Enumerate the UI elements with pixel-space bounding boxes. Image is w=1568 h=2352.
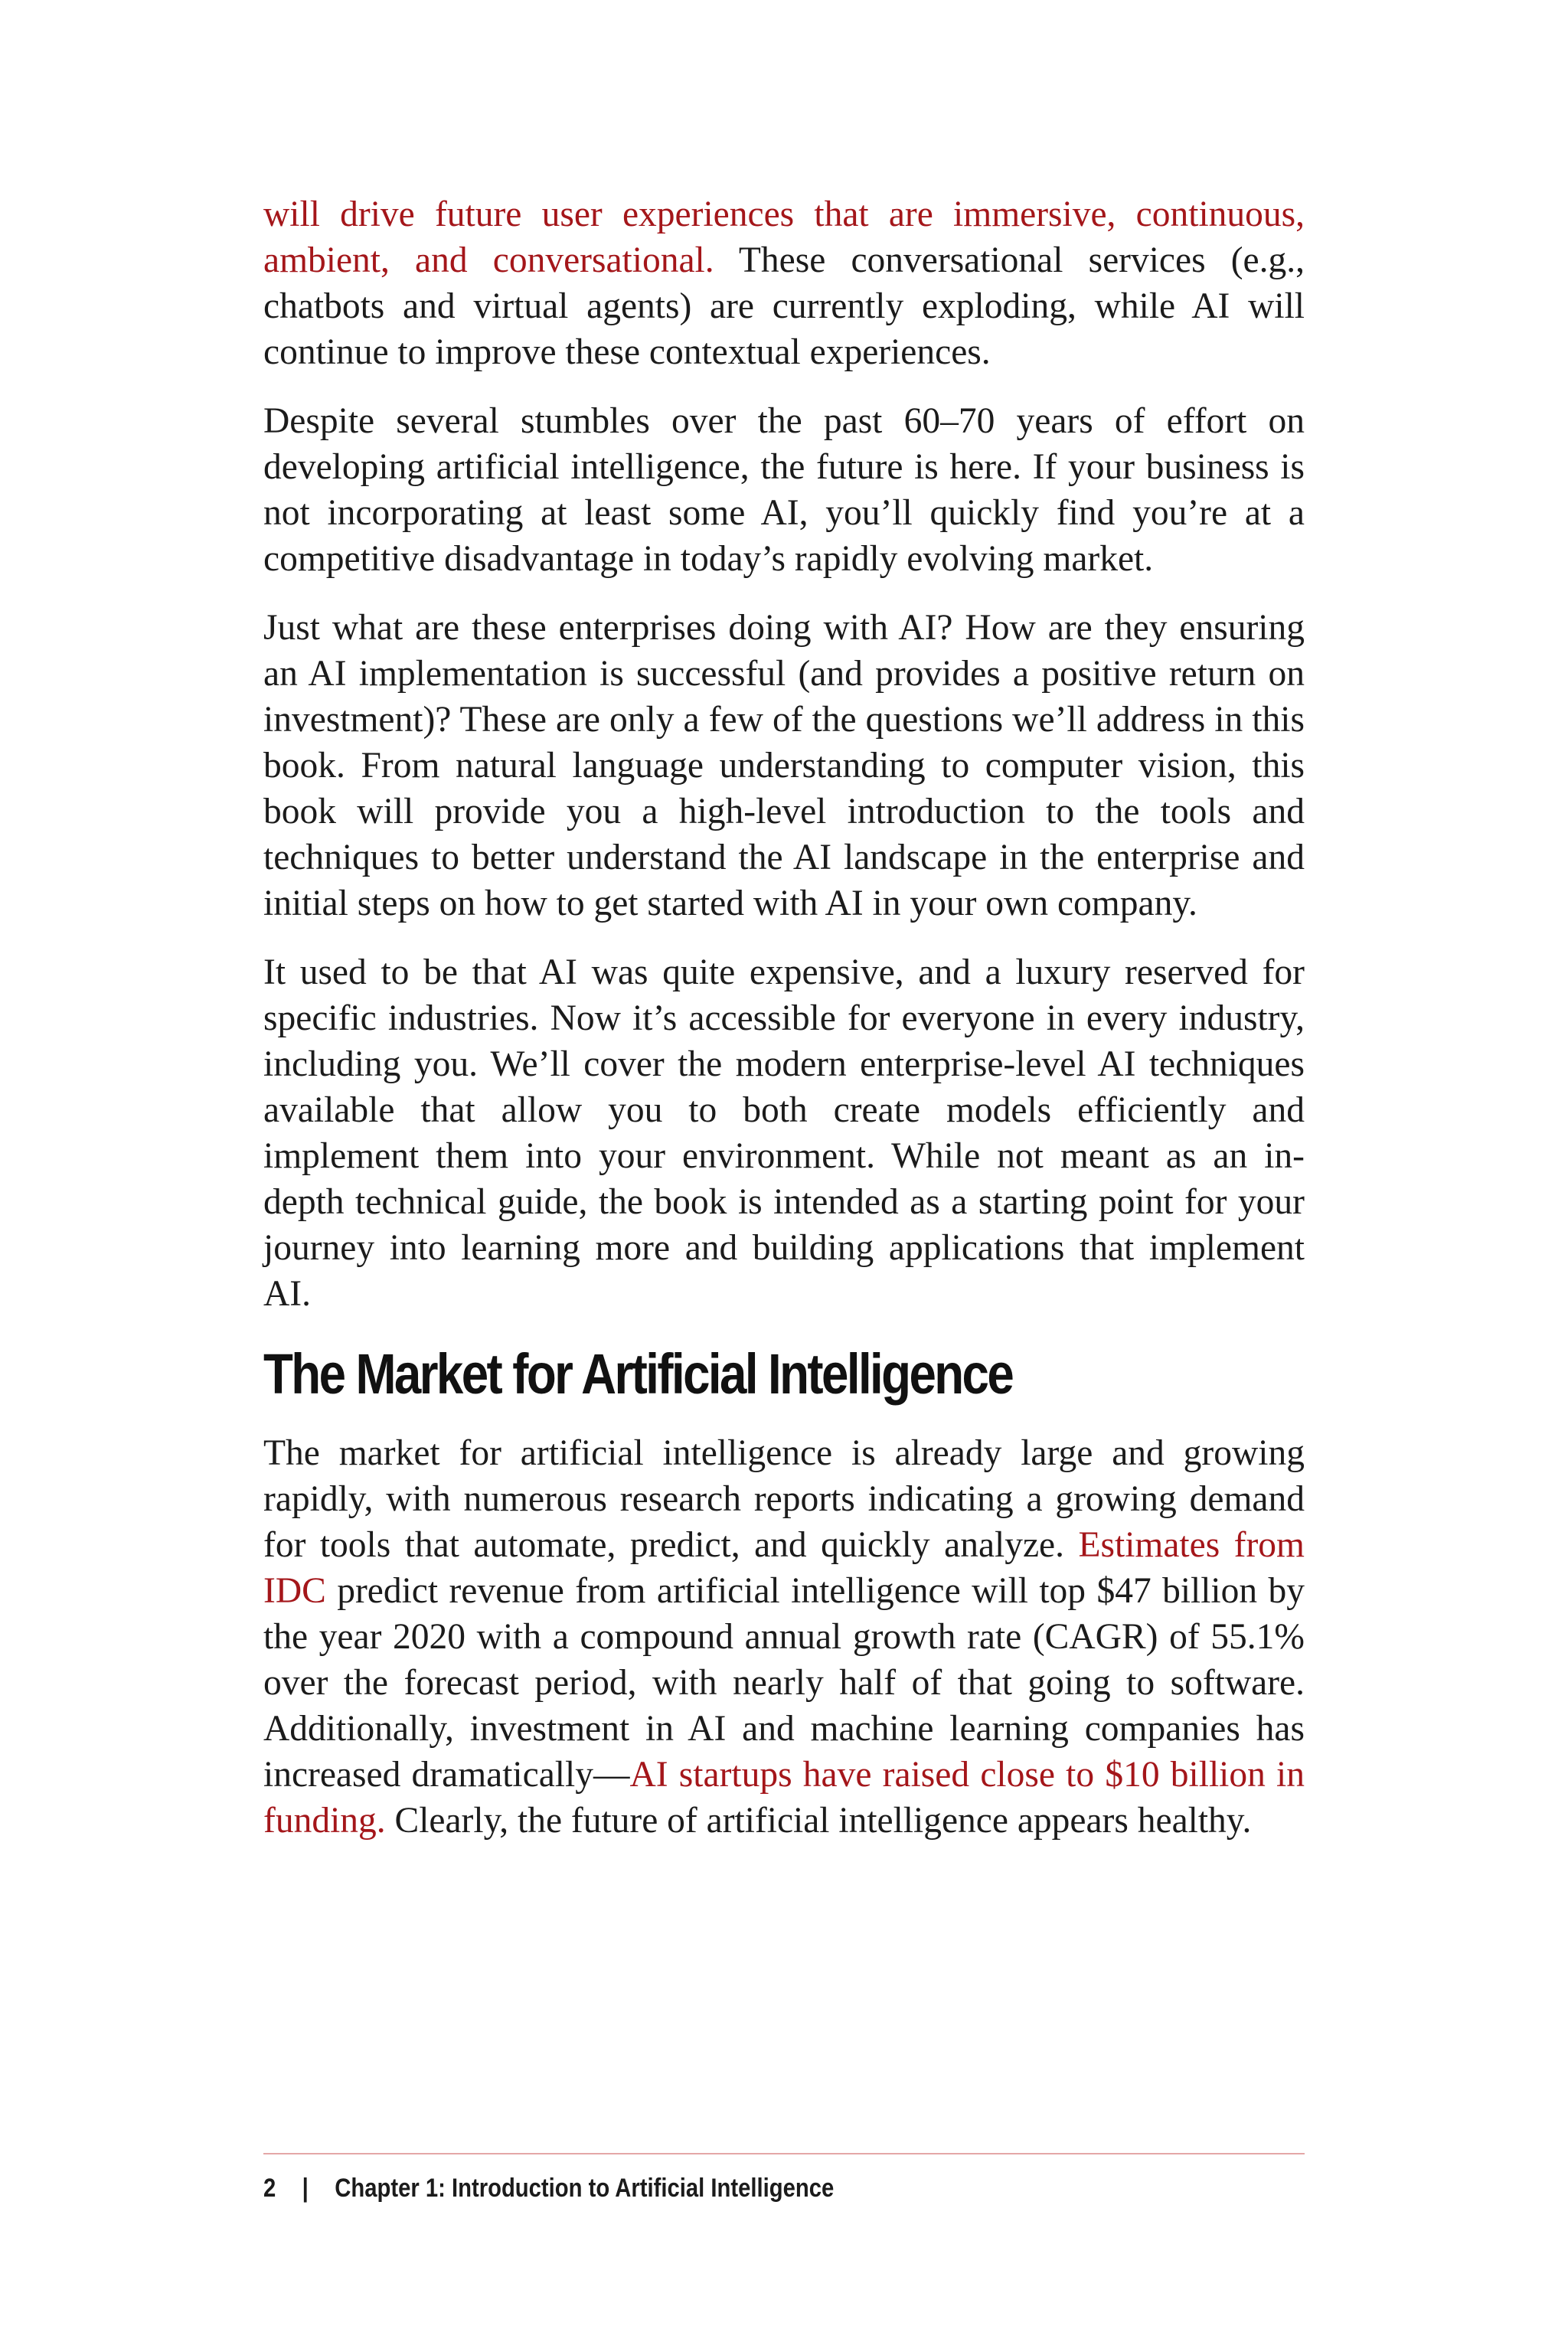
footer-text — [263, 2171, 1159, 2205]
link-ai-startups-funding[interactable]: AI startups have raised close to $10 billion in funding. — [263, 1755, 1305, 1841]
paragraph-5-text-a: The market for artificial intelligence is already large and growing rapidly, with numerous research reports indicating a growing demand for tools that automate, predict, and quickly analyze. — [263, 1433, 1305, 1565]
page-footer — [263, 2153, 1305, 2205]
paragraph-5-text-c: Clearly, the future of artificial intelligence appears healthy. — [385, 1801, 1252, 1841]
link-idc-estimates[interactable]: Estimates from IDC — [263, 1525, 1305, 1611]
paragraph-3: Just what are these enterprises doing with AI? How are they ensuring an AI implementation is successful (and provides a positive return on investment)? These are only a few of the questions we’ll address in this book. From natural language understanding to computer vision, this book will provide you a high-level introduction to the tools and techniques to better understand the AI landscape in the enterprise and initial steps on how to get started with AI in your own company. — [263, 608, 1305, 923]
paragraph-5-text-b: predict revenue from artificial intelligence will top $47 billion by the year 2020 with a compound annual growth rate (CAGR) of 55.1% over the forecast period, with nearly half of that going to software. Additionally, investment in AI and machine learning companies has increased dramatically— — [263, 1571, 1305, 1795]
page-number: 2 — [263, 2174, 276, 2203]
section-heading: The Market for Artificial Intelligence — [263, 1342, 1013, 1406]
footer-separator: | — [302, 2174, 309, 2203]
paragraph-5 — [263, 1430, 1305, 1844]
chapter-title: Chapter 1: Introduction to Artificial Intelligence — [335, 2174, 835, 2203]
paragraph-1-text: These conversational services (e.g., chatbots and virtual agents) are currently exploding, while AI will continue to improve these contextual experiences. — [263, 240, 1305, 372]
footer-rule — [263, 2153, 1305, 2154]
paragraph-2: Despite several stumbles over the past 60–70 years of effort on developing artificial intelligence, the future is here. If your business is not incorporating at least some AI, you’ll quickly find you’re at a competitive disadvantage in today’s rapidly evolving market. — [263, 401, 1305, 579]
paragraph-4: It used to be that AI was quite expensive, and a luxury reserved for specific industries. Now it’s accessible for everyone in every industry, including you. We’ll cover the modern enterprise-level AI techniques available that allow you to both create models efficiently and implement them into your environment. While not meant as an in-depth technical guide, the book is intended as a starting point for your journey into learning more and building applications that implement AI. — [263, 952, 1305, 1314]
link-immersive-experiences[interactable]: will drive future user experiences that are immersive, continuous, ambient, and conversational. — [263, 194, 1305, 280]
page-body — [263, 191, 1305, 1867]
paragraph-1 — [263, 191, 1305, 375]
